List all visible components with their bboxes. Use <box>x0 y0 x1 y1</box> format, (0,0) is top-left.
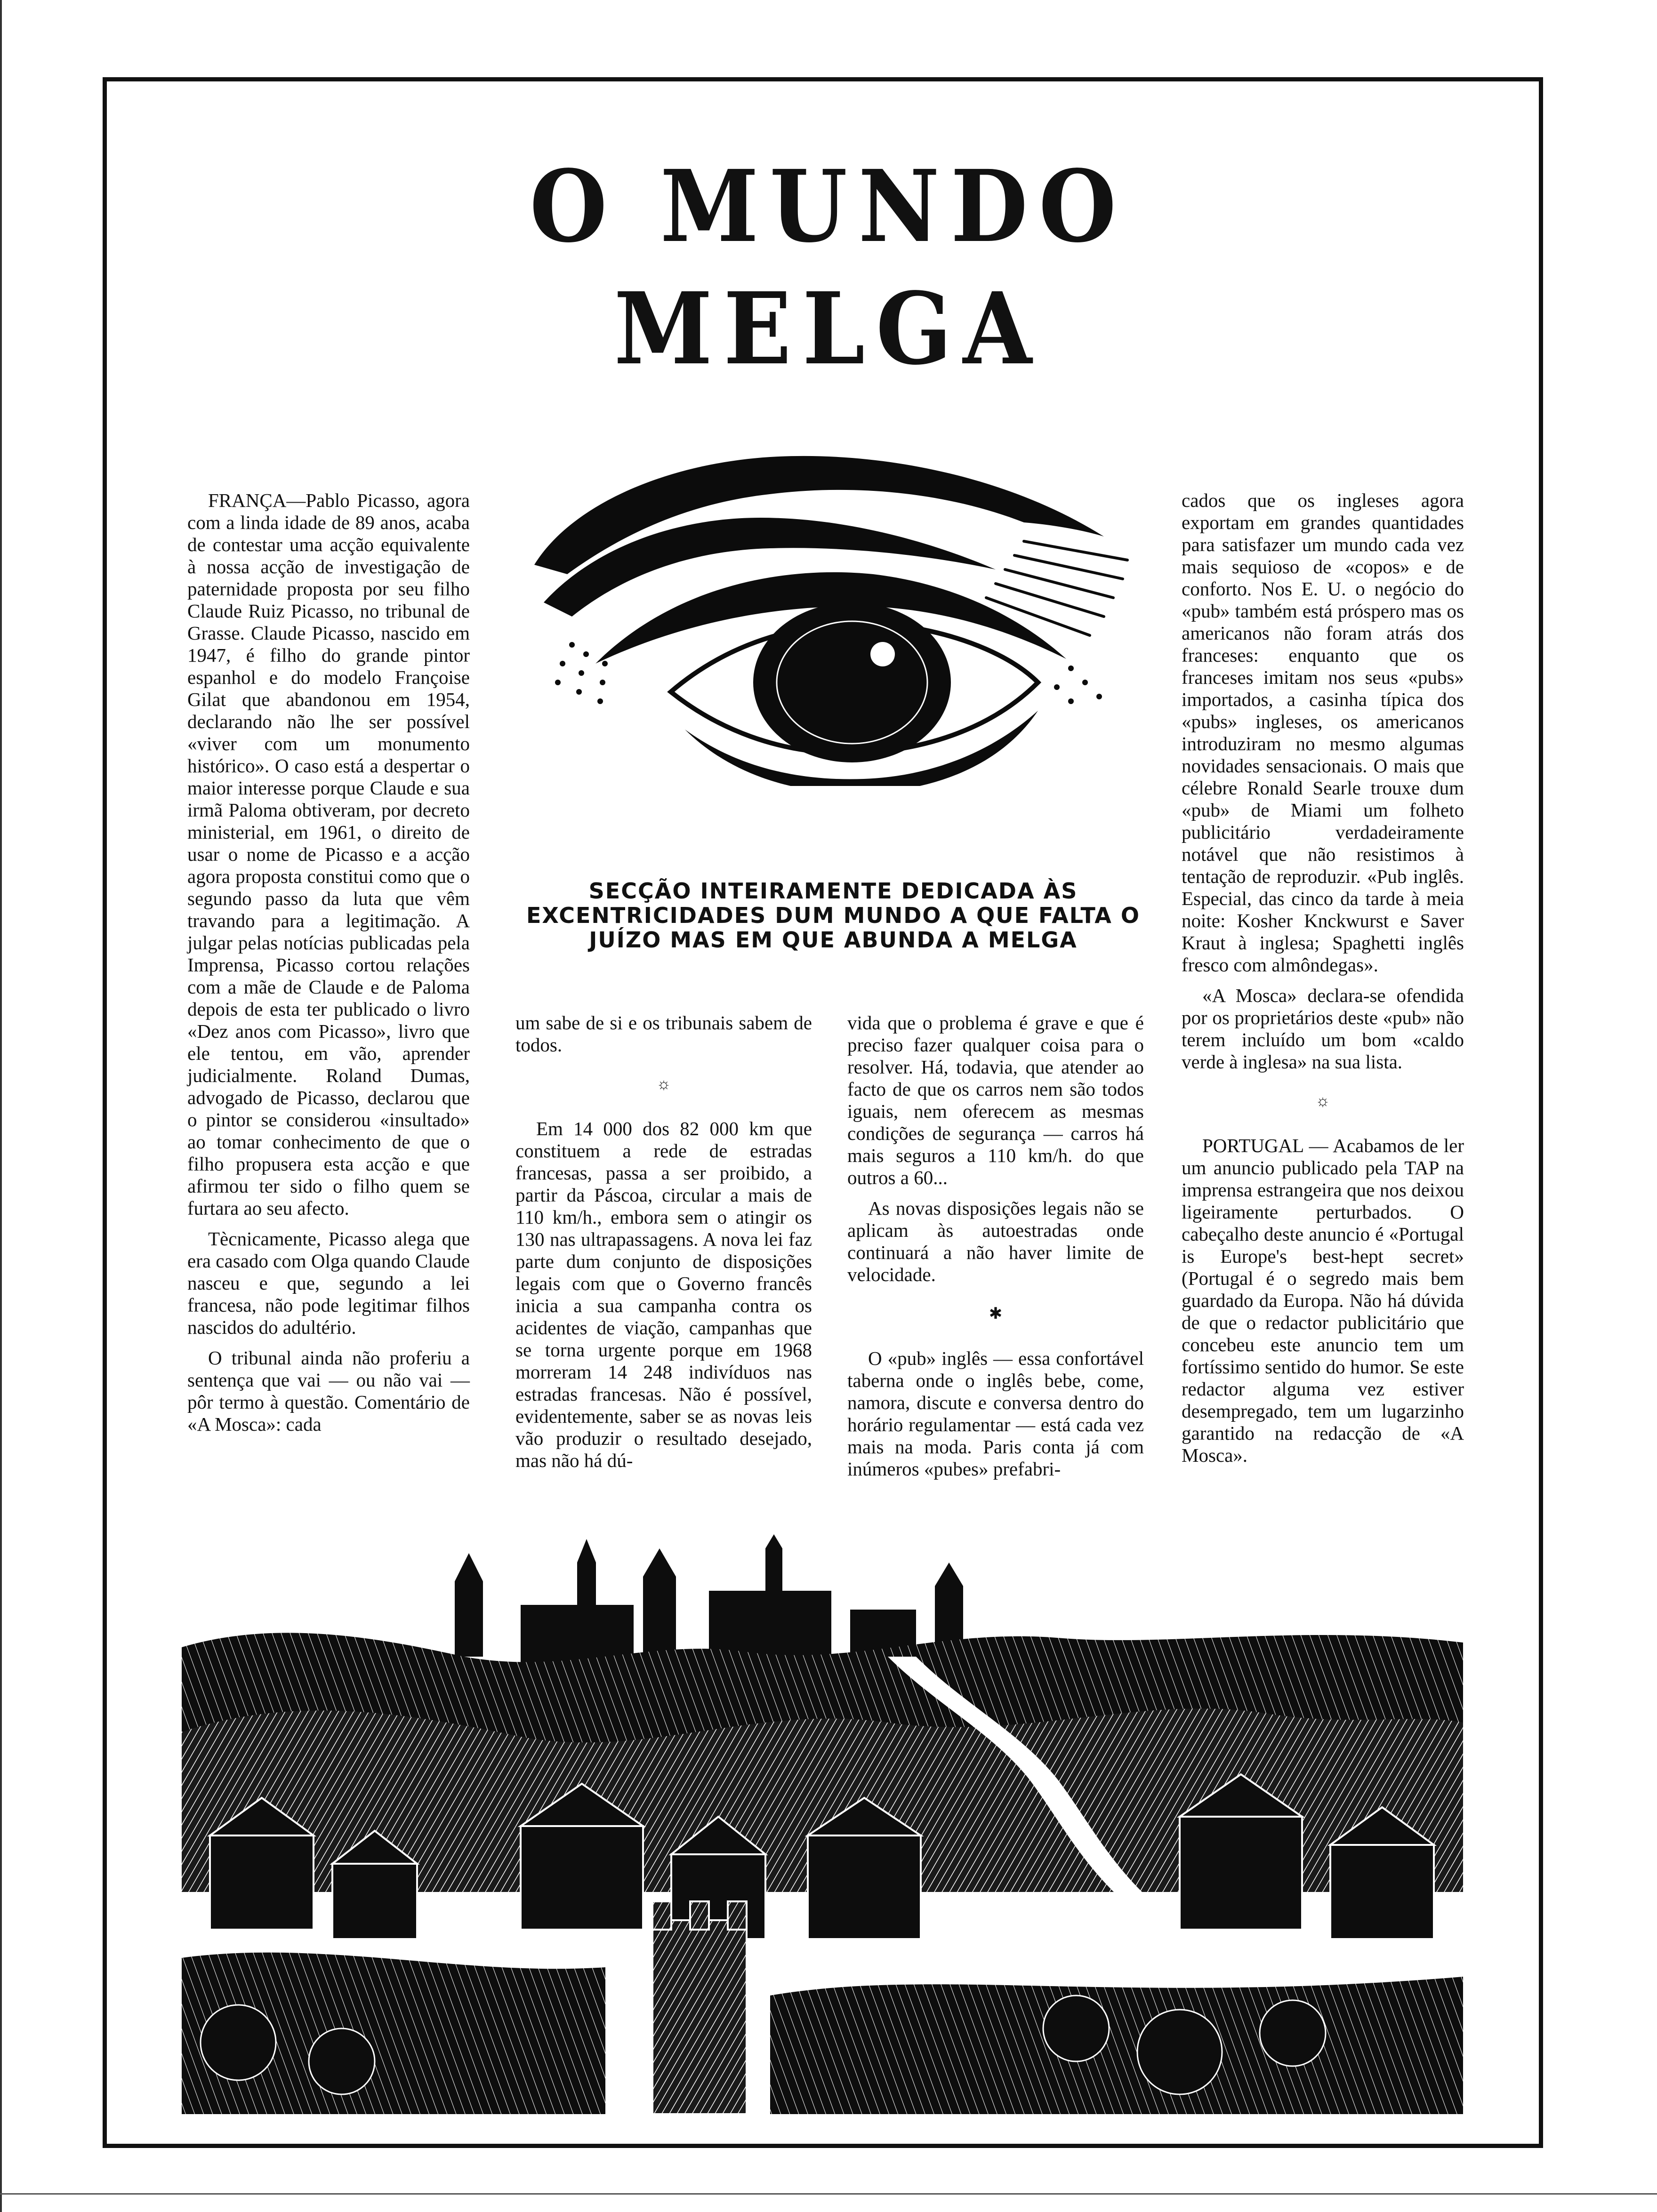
section-subtitle: SECÇÃO INTEIRAMENTE DEDICADA ÀS EXCENTRICIDADES DUM MUNDO A QUE FALTA O JUÍZO MAS EM QUE ABUNDA A MELGA <box>526 878 1140 953</box>
article-paragraph: O tribunal ainda não proferiu a sentença que vai — ou não vai — pôr termo à questão. Comentário de «A Mosca»: cada <box>187 1347 470 1435</box>
eye-illustration <box>515 447 1170 786</box>
article-paragraph: Tècnicamente, Picasso alega que era casado com Olga quando Claude nasceu e que, segundo a lei francesa, não pode legitimar filhos nascidos do adultério. <box>187 1228 470 1338</box>
scan-edge-mark <box>0 2193 1657 2195</box>
article-paragraph: um sabe de si e os tribunais sabem de todos. <box>515 1012 812 1056</box>
headline-line-2: MELGA <box>614 271 1043 387</box>
column-2 <box>515 1012 812 1480</box>
article-paragraph: cados que os ingleses agora exportam em grandes quantidades para satisfazer um mundo cada vez mais sequioso de «copos» e de conforto. Nos E. U. o negócio do «pub» também está próspero mas os americanos não foram atrás dos franceses: enquanto que os franceses imitam nos seus «pubs» importados, a casinha típica dos «pubs» ingleses, os americanos introduziram no mesmo algumas novidades sensacionais. O mais que célebre Ronald Searle trouxe dum «pub» de Miami um folheto publicitário verdadeiramente notável que não resistimos à tentação de reproduzir. «Pub inglês. Especial, das cinco da tarde à meia noite: Kosher Knckwurst e Saver Kraut à inglesa; Spaghetti inglês fresco com almôndegas». <box>1182 489 1464 976</box>
article-paragraph: FRANÇA—Pablo Picasso, agora com a linda idade de 89 anos, acaba de contestar uma acção equivalente à nossa acção de investigação de paternidade proposta por seu filho Claude Ruiz Picasso, no tribunal de Grasse. Claude Picasso, nascido em 1947, é filho do grande pintor espanhol e do modelo Françoise Gilat que abandonou em 1954, declarando não lhe ser possível «viver com um monumento histórico». O caso está a despertar o maior interesse porque Claude e sua irmã Paloma obtiveram, por decreto ministerial, em 1961, o direito de usar o nome de Picasso e a acção agora proposta constitui como que o segundo passo da luta que vêm travando para a legitimação. A julgar pelas notícias publicadas pela Imprensa, Picasso cortou relações com a mãe de Claude e de Paloma depois de esta ter publicado o livro «Dez anos com Picasso», livro que ele tentou, em vão, aprender judicialmente. Roland Dumas, advogado de Picasso, declarou que o pintor se considerou «insultado» ao tomar conhecimento de que o filho propusera esta acção e que afirmou ter sido o filho quem se furtara ao seu afecto. <box>187 489 470 1219</box>
column-1 <box>187 489 470 1444</box>
article-paragraph: vida que o problema é grave e que é preciso fazer qualquer coisa para o resolver. Há, todavia, que atender ao facto de que os carros nem são todos iguais, nem oferecem as mesmas condições de segurança — carros há mais seguros a 110 km/h. do que outros a 60... <box>847 1012 1144 1188</box>
section-divider-ornament: ✱ <box>989 1305 1003 1322</box>
section-divider-ornament: ☼ <box>1315 1092 1330 1110</box>
column-3 <box>847 1012 1144 1489</box>
article-paragraph: O «pub» inglês — essa confortável taberna onde o inglês bebe, come, namora, discute e conversa dentro do horário regulamentar — está cada vez mais na moda. Paris conta já com inúmeros «pubes» prefabri- <box>847 1347 1144 1480</box>
article-paragraph: «A Mosca» declara-se ofendida por os proprietários deste «pub» não terem incluído um bom «caldo verde à inglesa» na sua lista. <box>1182 985 1464 1073</box>
article-paragraph: As novas disposições legais não se aplicam às autoestradas onde continuará a não haver limite de velocidade. <box>847 1197 1144 1285</box>
section-divider-ornament: ☼ <box>656 1075 671 1093</box>
article-paragraph: PORTUGAL — Acabamos de ler um anuncio publicado pela TAP na imprensa estrangeira que nos deixou ligeiramente perturbados. O cabeçalho deste anuncio é «Portugal is Europe's best-hept secret» (Portugal é o segredo mais bem guardado da Europa. Não há dúvida de que o redactor publicitário que concebeu este anuncio tem um fortíssimo sentido do humor. Se este redactor alguma vez estiver desempregado, tem um lugarzinho garantido na redacção de «A Mosca». <box>1182 1135 1464 1466</box>
headline-line-1: O MUNDO <box>530 148 1127 264</box>
landscape-engraving-illustration <box>182 1534 1463 2114</box>
column-4 <box>1182 489 1464 1475</box>
scan-edge-mark <box>0 0 2 2212</box>
article-paragraph: Em 14 000 dos 82 000 km que constituem a rede de estradas francesas, passa a ser proibido, a partir da Páscoa, circular a mais de 110 km/h., embora sem o atingir os 130 nas ultrapassagens. A nova lei faz parte dum conjunto de disposições legais com que o Governo francês inicia a sua campanha contra os acidentes de viação, campanhas que se torna urgente porque em 1968 morreram 14 248 indivíduos nas estradas francesas. Não é possível, evidentemente, saber se as novas leis vão produzir o resultado desejado, mas não há dú- <box>515 1118 812 1471</box>
